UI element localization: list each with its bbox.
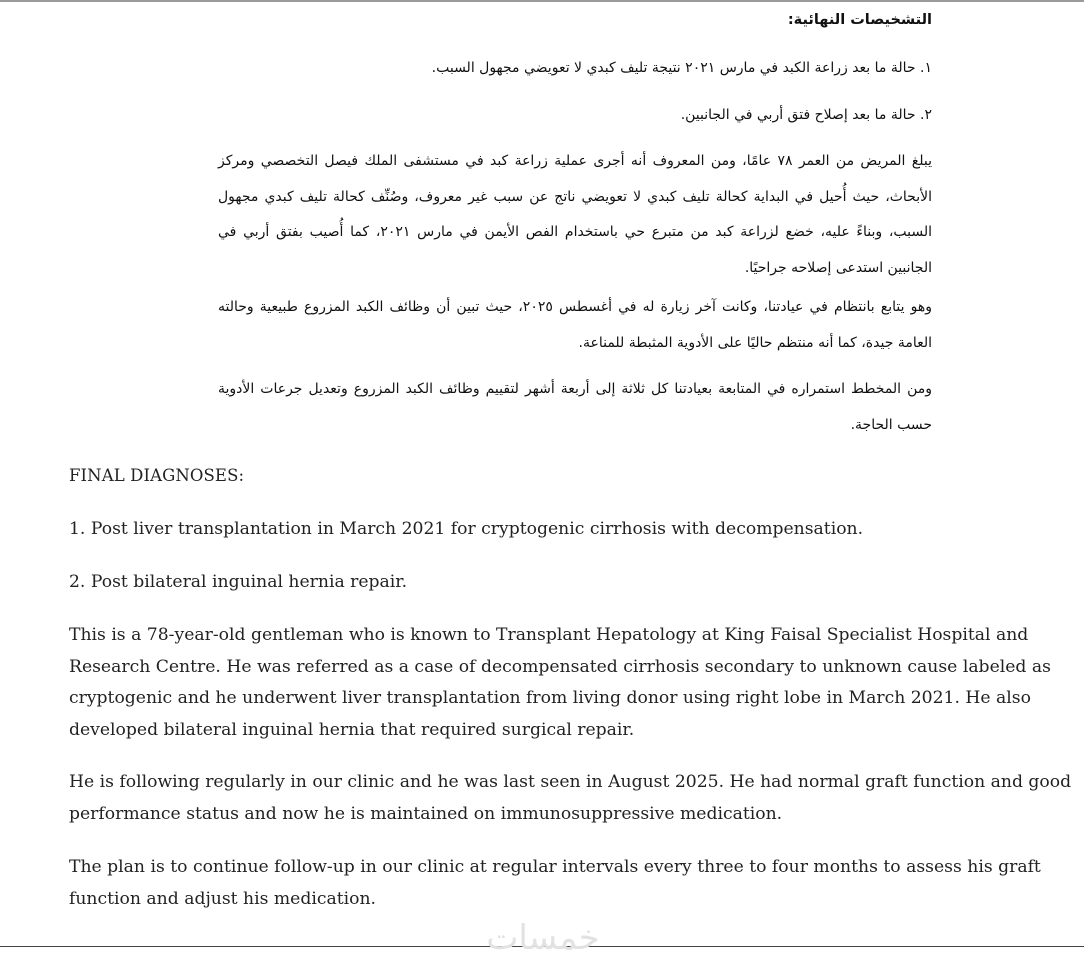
english-title: FINAL DIAGNOSES: (69, 466, 245, 485)
english-paragraph-plan: The plan is to continue follow-up in our clinic at regular intervals every three to four months to assess his graft function and adjust his medication. (69, 857, 1041, 909)
watermark-logo: خمسات (486, 918, 600, 958)
arabic-diagnosis-2: ٢. حالة ما بعد إصلاح فتق أربي في الجانبين. (680, 107, 932, 123)
english-diagnosis-1: 1. Post liver transplantation in March 2021 for cryptogenic cirrhosis with decompensation. (69, 519, 864, 539)
arabic-diagnosis-1: ١. حالة ما بعد زراعة الكبد في مارس ٢٠٢١ نتيجة تليف كبدي لا تعويضي مجهول السبب. (431, 60, 932, 76)
top-divider (0, 0, 1084, 2)
english-paragraph-followup: He is following regularly in our clinic and he was last seen in August 2025. He had normal graft function and good performance status and now he is maintained on immunosuppressive medication. (69, 772, 1072, 824)
arabic-paragraph-followup: وهو يتابع بانتظام في عيادتنا، وكانت آخر زيارة له في أغسطس ٢٠٢٥، حيث تبين أن وظائف الكبد المزروع طبيعية وحالته العامة جيدة، كما أنه منتظم حاليًا على الأدوية المثبطة للمناعة. (218, 299, 932, 351)
arabic-paragraph-plan: ومن المخطط استمراره في المتابعة بعيادتنا كل ثلاثة إلى أربعة أشهر لتقييم وظائف الكبد المزروع وتعديل جرعات الأدوية حسب الحاجة. (218, 381, 932, 433)
arabic-title: التشخيصات النهائية: (787, 12, 932, 28)
arabic-paragraph-history: يبلغ المريض من العمر ٧٨ عامًا، ومن المعروف أنه أجرى عملية زراعة كبد في مستشفى الملك فيصل التخصصي ومركز الأبحاث، حيث أُحيل في البداية كحالة تليف كبدي لا تعويضي ناتج عن سبب غير معروف، وصُنِّف كحالة تليف كبدي مجهول السبب، وبناءً عليه، خضع لزراعة كبد من متبرع حي باستخدام الفص الأيمن في مارس ٢٠٢١، كما أُصيب بفتق أربي في الجانبين استدعى إصلاحه جراحيًا. (218, 153, 933, 276)
english-diagnosis-2: 2. Post bilateral inguinal hernia repair. (69, 572, 408, 592)
english-paragraph-history: This is a 78-year-old gentleman who is known to Transplant Hepatology at King Faisal Specialist Hospital and Research Centre. He was referred as a case of decompensated cirrhosis secondary to unknown cause labeled as cryptogenic and he underwent liver transplantation from living donor using right lobe in March 2021. He also developed bilateral inguinal hernia that required surgical repair. (69, 625, 1051, 740)
